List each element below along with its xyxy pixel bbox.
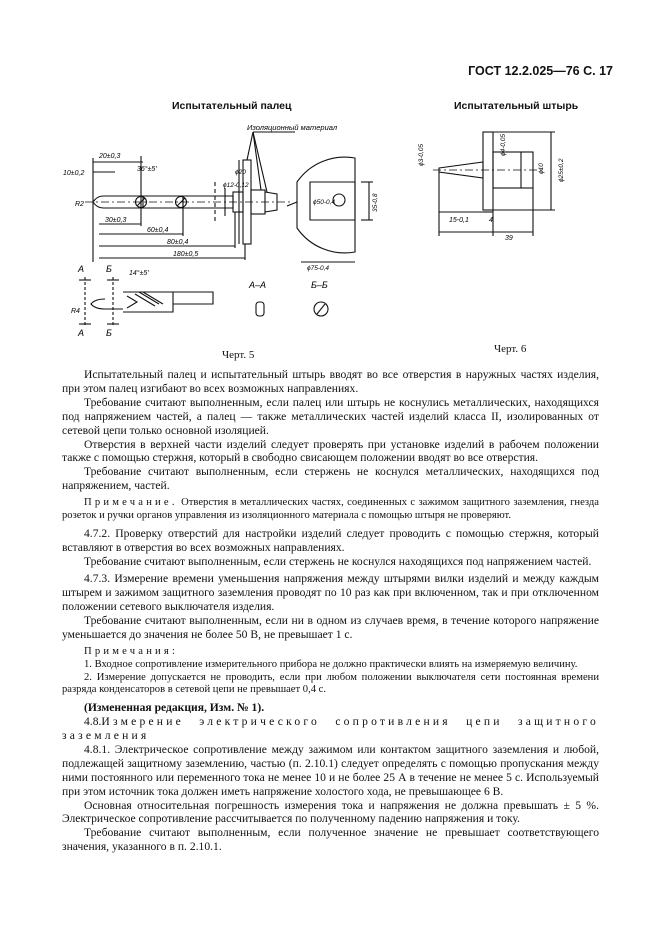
angle-14: 14°±5′	[129, 270, 149, 277]
dim-180: 180±0,5	[173, 251, 199, 258]
dim-phi3: ϕ3-0,05	[418, 143, 425, 166]
amendment-note: (Измененная редакция, Изм. № 1).	[84, 701, 265, 715]
dim-phi20: ϕ20	[235, 169, 246, 176]
notes-label: Примечания:	[84, 646, 179, 657]
dim-phi12: ϕ12-0,12	[223, 182, 249, 189]
paragraph: 4.8.1. Электрическое сопротивление между зажимом или контактом защитного заземления и любой, подлежащей защитному заземлению, частью (п. 2.10.1) следует определять с помощью пропускания между ними постоянного или переменного тока не менее 10 и не более 25 А в течение не менее 5 с. Используемый при этом источник тока должен иметь напряжение холостого хода, не превышающее 6 В.	[62, 742, 599, 798]
paragraph: Основная относительная погрешность измерения тока и напряжения не должна превышать ± 5 %. Электрическое сопротивление рассчитывается по полученному падению напряжения и току.	[62, 798, 599, 826]
section-heading	[62, 715, 599, 743]
cut-b-bottom: Б	[106, 328, 112, 338]
figure6-caption: Черт. 6	[494, 343, 527, 355]
angle-36: 36°±5′	[137, 166, 157, 173]
note-text: Отверстия в металлических частях, соединенных с зажимом защитного заземления, гнезда розеток и ручки органов управления из изоляционного материала с помощью штыря не проверяют.	[62, 497, 599, 521]
radius-r2: R2	[75, 201, 84, 208]
paragraph: Отверстия в верхней части изделий следует проверять при установке изделий в рабочем положении также с помощью стержня, который в свободно свисающем положении вводят во все отверстия.	[62, 437, 599, 465]
note-item: 1. Входное сопротивление измерительного прибора не должно практически влиять на измеряемую величину.	[84, 658, 578, 670]
dim-39: 39	[505, 235, 513, 242]
dim-phi4: ϕ4-0,05	[500, 133, 507, 156]
dim-10: 10±0,2	[63, 170, 85, 177]
paragraph: Требование считают выполненным, если стержень не коснулся металлических, находящихся под напряжением, частей.	[62, 465, 599, 493]
dim-phi25: ϕ25±0,2	[558, 158, 565, 182]
paragraph: Испытательный палец и испытательный штырь вводят во все отверстия в наружных частях изделия, при этом палец изгибают во всех возможных направлениях.	[62, 368, 599, 395]
dim-80: 80±0,4	[167, 239, 189, 246]
paragraph: Требование считают выполненным, если стержень не коснулся находящихся под напряжением частей.	[84, 554, 592, 568]
cut-b-top: Б	[106, 264, 112, 274]
figure6-drawing	[405, 112, 605, 242]
paragraph: 4.7.2. Проверку отверстий для настройки изделий следует проводить с помощью стержня, который вставляют в отверстия во всех возможных направлениях.	[62, 526, 599, 554]
cut-a-bottom: А	[78, 328, 85, 338]
dim-35: 35-0,8	[372, 193, 379, 212]
figure5-drawing	[55, 112, 395, 352]
dim-30: 30±0,3	[105, 217, 127, 224]
paragraph: Требование считают выполненным, если полученное значение не превышает соответствующего значения, указанного в п. 2.10.1.	[62, 826, 599, 854]
body-text	[62, 368, 599, 854]
note-paragraph	[62, 497, 599, 523]
figure5-title: Испытательный палец	[172, 100, 292, 112]
section-number: 4.8.	[84, 715, 102, 729]
radius-r4: R4	[71, 308, 80, 315]
note-label: Примечание.	[84, 497, 178, 509]
dim-phi50: ϕ50-0,4	[313, 199, 336, 206]
paragraph: Требование считают выполненным, если палец или штырь не коснулись металлических, находящихся под напряжением частей, а палец — также металлических частей изделий класса II, изолированных от сетевой цепи только основной изоляцией.	[62, 395, 599, 437]
dim-60: 60±0,4	[147, 227, 169, 234]
section-title: Измерение электрического сопротивления цепи защитного заземления	[62, 715, 599, 742]
dim-20: 20±0,3	[99, 153, 121, 160]
paragraph: 4.7.3. Измерение времени уменьшения напряжения между штырями вилки изделий и между каждым штырем и зажимом защитного заземления проводят по 10 раз как при включенном, так и при отключенном положении сетевого выключателя изделия.	[62, 572, 599, 614]
section-bb: Б–Б	[311, 280, 328, 290]
dim-phi75: ϕ75-0,4	[307, 265, 330, 272]
page-header: ГОСТ 12.2.025—76 С. 17	[468, 64, 613, 78]
dim-phi10: ϕ10	[538, 163, 545, 174]
note-item: 2. Измерение допускается не проводить, если при любом положении выключателя сети постоянная времени разряда конденсаторов в сетевой цепи не превышает 0,4 с.	[62, 671, 599, 696]
paragraph: Требование считают выполненным, если ни в одном из случаев время, в течение которого напряжение уменьшается до значения не более 50 В, не превышает 1 с.	[62, 614, 599, 642]
dim-4: 4	[489, 217, 493, 224]
cut-a-top: А	[78, 264, 85, 274]
insulating-material-label: Изоляционный материал	[247, 123, 338, 132]
figure6-title: Испытательный штырь	[454, 100, 579, 112]
section-aa: А–А	[249, 280, 267, 290]
figure5-caption: Черт. 5	[222, 349, 255, 361]
dim-15: 15-0,1	[449, 217, 469, 224]
